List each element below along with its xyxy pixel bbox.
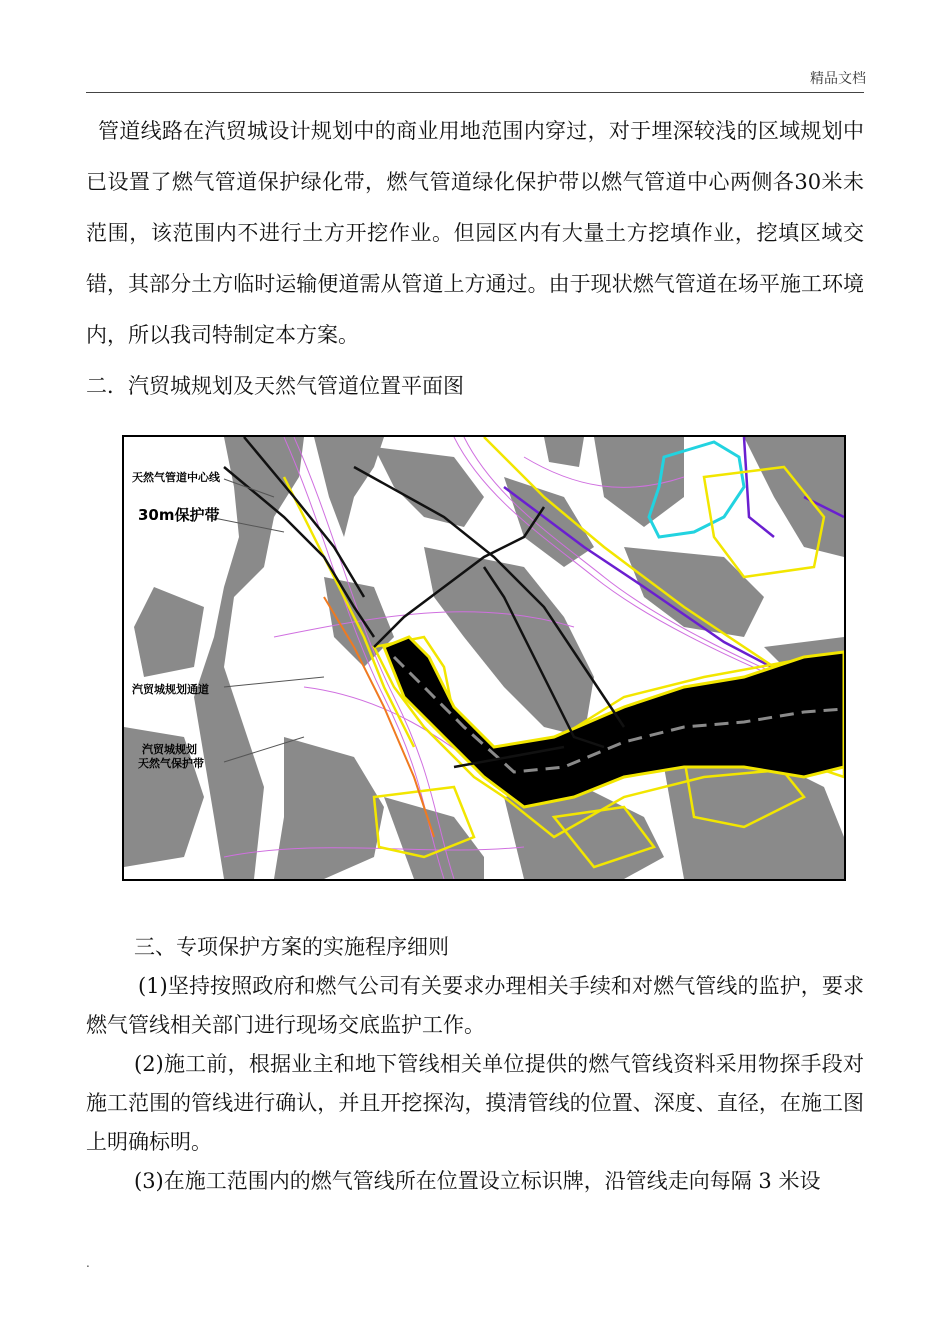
label-protection-band: 30m保护带 bbox=[138, 506, 220, 524]
procedure-item-1: (1)坚持按照政府和燃气公司有关要求办理相关手续和对燃气管线的监护，要求燃气管线相关部门进行现场交底监护工作。 bbox=[86, 974, 864, 1037]
terrain-layer bbox=[124, 437, 844, 879]
site-plan-drawing bbox=[124, 437, 844, 879]
label-planned-road: 汽贸城规划通道 bbox=[132, 683, 209, 696]
header-rule bbox=[86, 92, 864, 93]
intro-paragraph: 管道线路在汽贸城设计规划中的商业用地范围内穿过，对于埋深较浅的区域规划中已设置了燃气管道保护绿化带，燃气管道绿化保护带以燃气管道中心两侧各30米未范围，该范围内不进行土方开挖作业。但园区内有大量土方挖填作业，挖填区域交错，其部分土方临时运输便道需从管道上方通过。由于现状燃气管道在场平施工环境内，所以我司特制定本方案。 bbox=[86, 119, 864, 347]
procedure-item-3: (3)在施工范围内的燃气管线所在位置设立标识牌，沿管线走向每隔 3 米设 bbox=[134, 1169, 821, 1193]
procedure-item-2: (2)施工前，根据业主和地下管线相关单位提供的燃气管线资料采用物探手段对施工范围的管线进行确认，并且开挖探沟，摸清管线的位置、深度、直径，在施工图上明确标明。 bbox=[86, 1052, 864, 1154]
section-heading-map: 二．汽贸城规划及天然气管道位置平面图 bbox=[86, 374, 464, 398]
label-pipeline-center: 天然气管道中心线 bbox=[132, 471, 220, 484]
site-plan-map bbox=[122, 435, 846, 881]
label-planned-gas-band-line2: 天然气保护带 bbox=[138, 757, 204, 770]
section-heading-procedure: 三、专项保护方案的实施程序细则 bbox=[134, 935, 449, 959]
label-planned-gas-band-line1: 汽贸城规划 bbox=[142, 743, 197, 756]
header-label: 精品文档 bbox=[810, 71, 866, 87]
section3-content bbox=[86, 928, 864, 1201]
page-mark: . bbox=[86, 1256, 90, 1270]
